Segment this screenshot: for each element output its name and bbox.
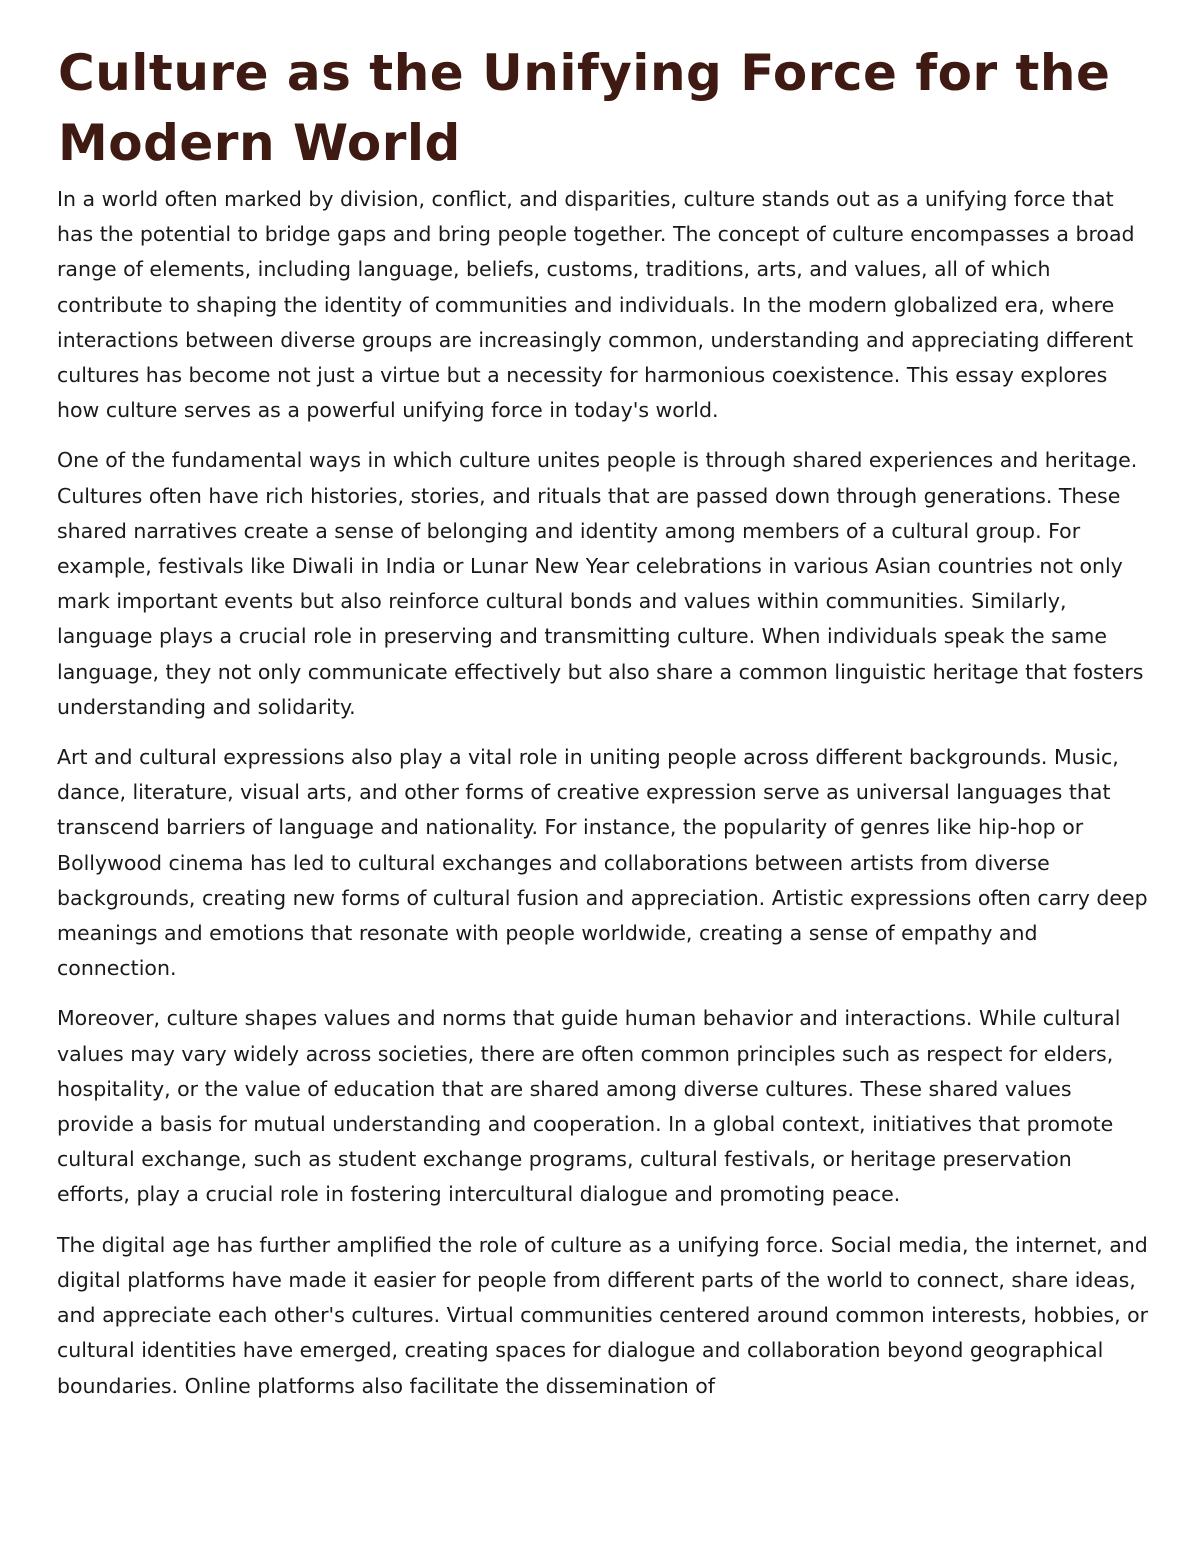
paragraph-4: Moreover, culture shapes values and norms that guide human behavior and interactions. While cultural values may vary widely across societies, there are often common principles such as respect for elders, hospitality, or the value of education that are shared among diverse cultures. These shared values provide a basis for mutual understanding and cooperation. In a global context, initiatives that promote cultural exchange, such as student exchange programs, cultural festivals, or heritage preservation efforts, play a crucial role in fostering intercultural dialogue and promoting peace. xyxy=(57,1006,1121,1207)
document-body xyxy=(57,182,1149,1419)
document-title: Culture as the Unifying Force for the Modern World xyxy=(58,44,1111,172)
paragraph-1: In a world often marked by division, conflict, and disparities, culture stands out as a unifying force that has the potential to bridge gaps and bring people together. The concept of culture encompasses a broad range of elements, including language, beliefs, customs, traditions, arts, and values, all of which contribute to shaping the identity of communities and individuals. In the modern globalized era, where interactions between diverse groups are increasingly common, understanding and appreciating different cultures has become not just a virtue but a necessity for harmonious coexistence. This essay explores how culture serves as a powerful unifying force in today's world. xyxy=(57,187,1135,423)
paragraph-2: One of the fundamental ways in which culture unites people is through shared experiences and heritage. Cultures often have rich histories, stories, and rituals that are passed down through generations. These shared narratives create a sense of belonging and identity among members of a cultural group. For example, festivals like Diwali in India or Lunar New Year celebrations in various Asian countries not only mark important events but also reinforce cultural bonds and values within communities. Similarly, language plays a crucial role in preserving and transmitting culture. When individuals speak the same language, they not only communicate effectively but also share a common linguistic heritage that fosters understanding and solidarity. xyxy=(57,448,1144,719)
paragraph-3: Art and cultural expressions also play a vital role in uniting people across different backgrounds. Music, dance, literature, visual arts, and other forms of creative expression serve as universal languages that transcend barriers of language and nationality. For instance, the popularity of genres like hip-hop or Bollywood cinema has led to cultural exchanges and collaborations between artists from diverse backgrounds, creating new forms of cultural fusion and appreciation. Artistic expressions often carry deep meanings and emotions that resonate with people worldwide, creating a sense of empathy and connection. xyxy=(57,745,1148,981)
paragraph-5: The digital age has further amplified the role of culture as a unifying force. Social media, the internet, and digital platforms have made it easier for people from different parts of the world to connect, share ideas, and appreciate each other's cultures. Virtual communities centered around common interests, hobbies, or cultural identities have emerged, creating spaces for dialogue and collaboration beyond geographical boundaries. Online platforms also facilitate the dissemination of xyxy=(57,1232,1149,1398)
